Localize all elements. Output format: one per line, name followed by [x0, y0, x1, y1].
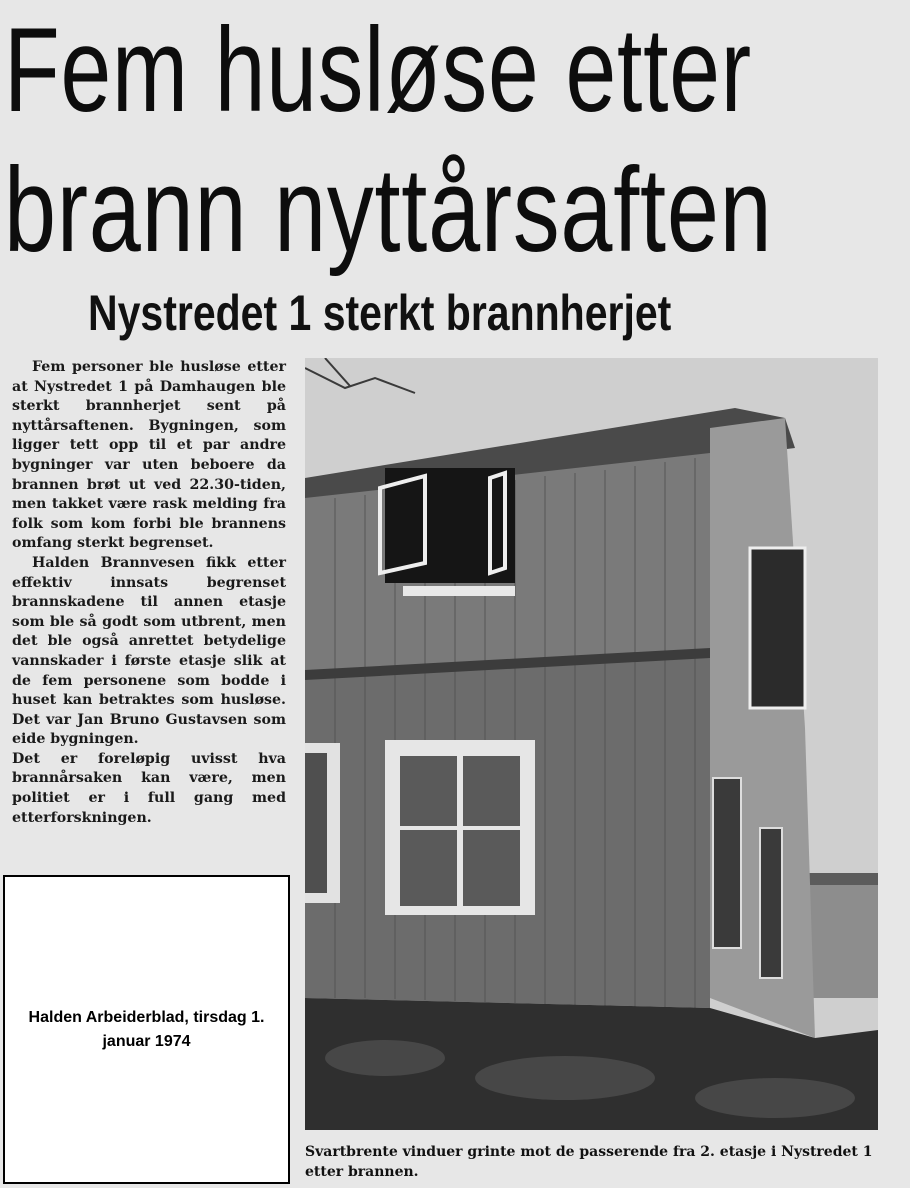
source-note: Halden Arbeiderblad, tirsdag 1. januar 1974 [28, 1008, 265, 1050]
article-paragraph: Det er foreløpig uvisst hva brannårsaken kan være, men politiet er i full gang med etterforskningen. [12, 750, 286, 826]
article-paragraph: Halden Brannvesen fikk etter effektiv innsats begrenset brannskadene til annen etasje som ble så godt som utbrent, men det ble også anrettet betydelige vannskader i første etasje slik at de fem personene som bodde i huset kan betraktes som husløse. Det var Jan Bruno Gustavsen som eide bygningen. [12, 554, 286, 748]
source-note-box [3, 875, 290, 1184]
burned-house-photo [305, 358, 878, 1130]
photo-caption: Svartbrente vinduer grinte mot de passerende fra 2. etasje i Nystredet 1 etter brannen. [305, 1144, 873, 1180]
headline-line-2: brann nyttårsaften [4, 143, 773, 277]
article-body [12, 358, 286, 828]
headline-line-1: Fem husløse etter [4, 3, 752, 137]
article-paragraph: Fem personer ble husløse etter at Nystredet 1 på Damhaugen ble sterkt brannherjet sent på nyttårsaftenen. Bygningen, som ligger tett opp til et par andre bygninger var uten beboere da brannen brøt ut ved 22.30-tiden, men takket være rask melding fra folk som kom forbi ble brannens omfang sterkt begrenset. [12, 359, 286, 552]
subheadline: Nystredet 1 sterkt brannherjet [88, 285, 672, 341]
